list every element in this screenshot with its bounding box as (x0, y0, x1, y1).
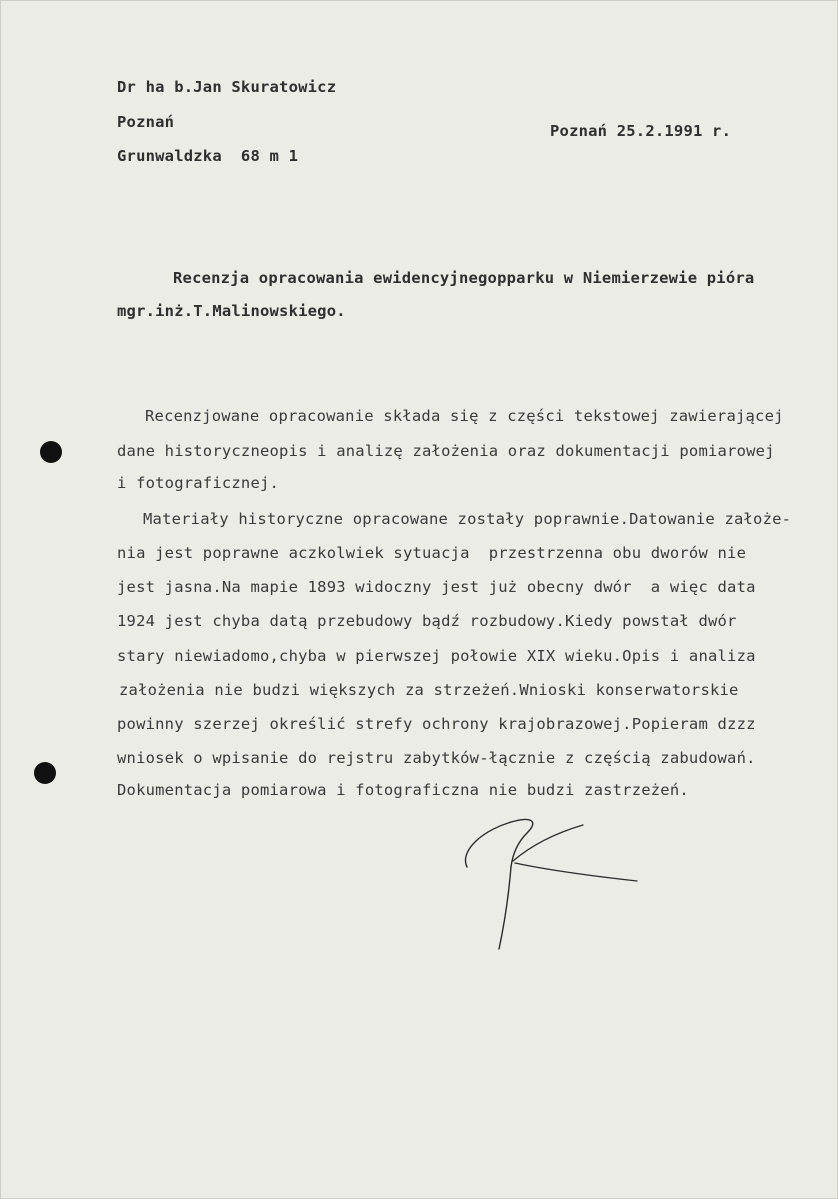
sender-name: Dr ha b.Jan Skuratowicz (117, 78, 337, 96)
body-line: powinny szerzej określić strefy ochrony krajobrazowej.Popieram dzzz (117, 715, 756, 733)
date-line: Poznań 25.2.1991 r. (550, 122, 732, 140)
body-line: Materiały historyczne opracowane zostały poprawnie.Datowanie założe- (143, 510, 792, 528)
sender-street: Grunwaldzka 68 m 1 (117, 147, 299, 165)
sender-city: Poznań (117, 113, 175, 131)
body-line: nia jest poprawne aczkolwiek sytuacja przestrzenna obu dworów nie (117, 544, 747, 562)
body-line: wniosek o wpisanie do rejstru zabytków-łącznie z częścią zabudowań. (117, 749, 756, 767)
punch-hole-top (40, 441, 62, 463)
subject-line-1: Recenzja opracowania ewidencyjnegopparku w Niemierzewie pióra (173, 269, 755, 287)
signature (453, 811, 653, 961)
body-line: Dokumentacja pomiarowa i fotograficzna nie budzi zastrzeżeń. (117, 781, 689, 799)
body-line: założenia nie budzi większych za strzeżeń.Wnioski konserwatorskie (119, 681, 739, 699)
body-line: i fotograficznej. (117, 474, 280, 492)
body-line: dane historyczneopis i analizę założenia oraz dokumentacji pomiarowej (117, 442, 775, 460)
subject-line-2: mgr.inż.T.Malinowskiego. (117, 302, 346, 320)
body-line: stary niewiadomo,chyba w pierwszej połowie XIX wieku.Opis i analiza (117, 647, 756, 665)
punch-hole-bottom (34, 762, 56, 784)
body-line: 1924 jest chyba datą przebudowy bądź rozbudowy.Kiedy powstał dwór (117, 612, 737, 630)
body-line: jest jasna.Na mapie 1893 widoczny jest już obecny dwór a więc data (117, 578, 756, 596)
body-line: Recenzjowane opracowanie składa się z części tekstowej zawierającej (145, 407, 784, 425)
